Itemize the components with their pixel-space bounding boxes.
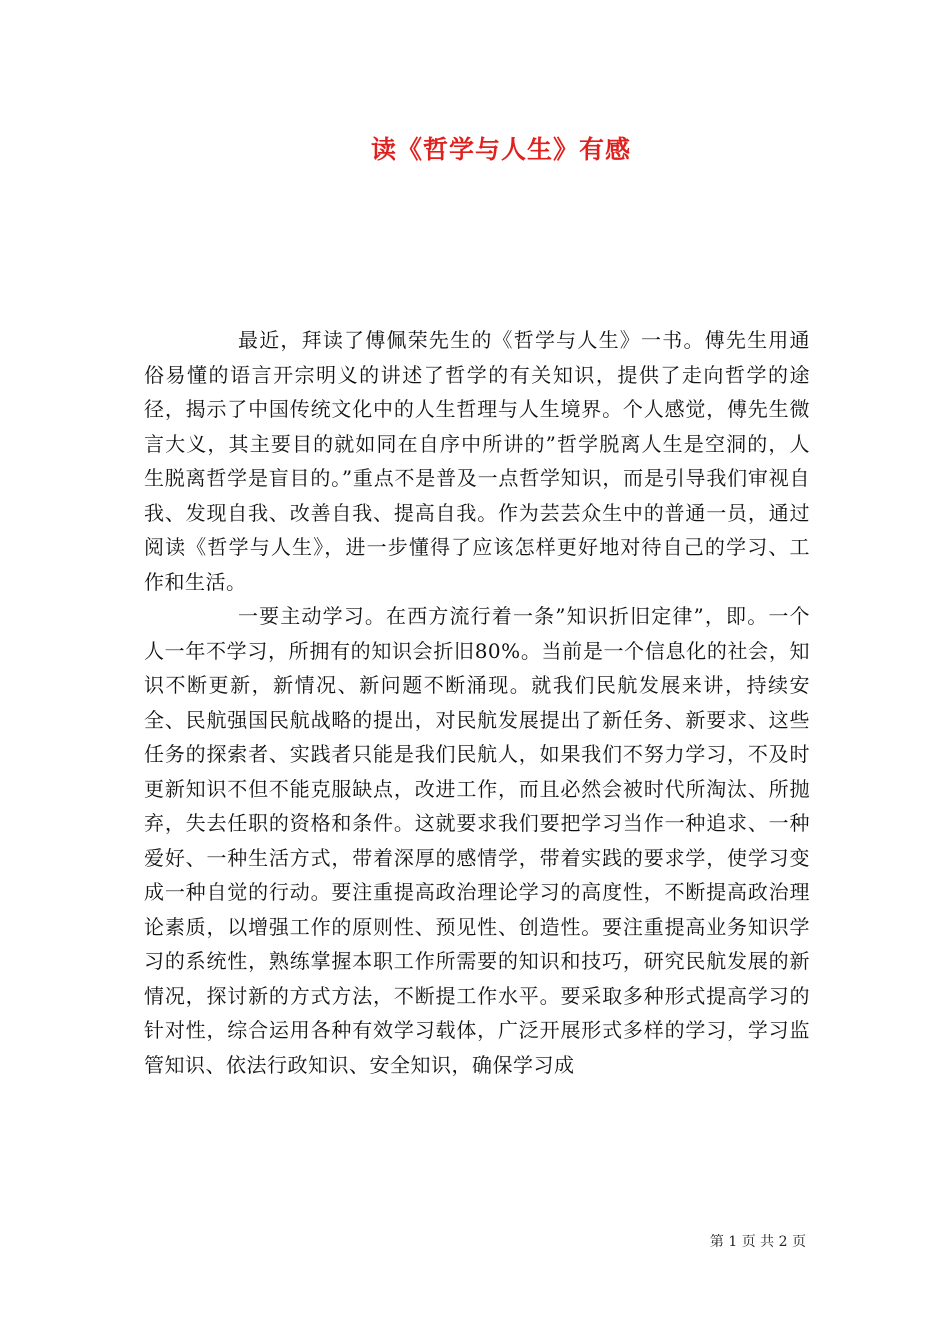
paragraph-2: 一要主动学习。在西方流行着一条”知识折旧定律”，即。一个人一年不学习，所拥有的知识会折旧80%。当前是一个信息化的社会，知识不断更新，新情况、新问题不断涌现。就我们民航发展来讲，持续安全、民航强国民航战略的提出，对民航发展提出了新任务、新要求、这些任务的探索者、实践者只能是我们民航人，如果我们不努力学习，不及时更新知识不但不能克服缺点，改进工作，而且必然会被时代所淘汰、所抛弃，失去任职的资格和条件。这就要求我们要把学习当作一种追求、一种爱好、一种生活方式，带着深厚的感情学，带着实践的要求学，使学习变成一种自觉的行动。要注重提高政治理论学习的高度性，不断提高政治理论素质，以增强工作的原则性、预见性、创造性。要注重提高业务知识学习的系统性，熟练掌握本职工作所需要的知识和技巧，研究民航发展的新情况，探讨新的方式方法，不断提工作水平。要采取多种形式提高学习的针对性，综合运用各种有效学习载体，广泛开展形式多样的学习，学习监管知识、依法行政知识、安全知识，确保学习成 xyxy=(144,604,810,1077)
page-number-footer: 第 1 页 共 2 页 xyxy=(709,1234,806,1250)
document-title: 读《哲学与人生》有感 xyxy=(370,135,631,164)
document-body xyxy=(144,323,810,1082)
paragraph-1: 最近，拜读了傅佩荣先生的《哲学与人生》一书。傅先生用通俗易懂的语言开宗明义的讲述了哲学的有关知识，提供了走向哲学的途径，揭示了中国传统文化中的人生哲理与人生境界。个人感觉，傅先生微言大义，其主要目的就如同在自序中所讲的”哲学脱离人生是空洞的，人生脱离哲学是盲目的。”重点不是普及一点哲学知识，而是引导我们审视自我、发现自我、改善自我、提高自我。作为芸芸众生中的普通一员，通过阅读《哲学与人生》，进一步懂得了应该怎样更好地对待自己的学习、工作和生活。 xyxy=(144,328,810,594)
